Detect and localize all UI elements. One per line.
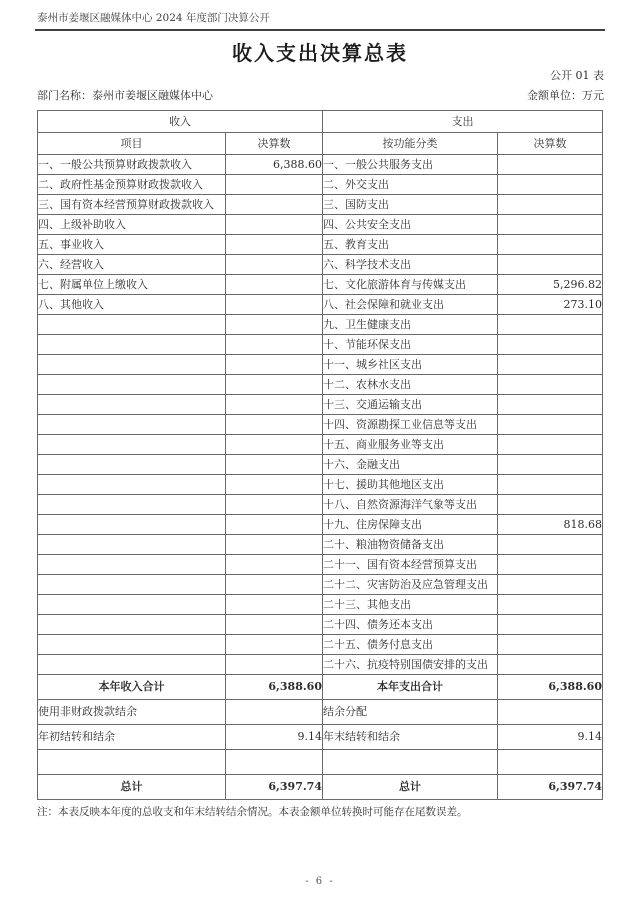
table-row <box>38 335 603 355</box>
income-item-cell <box>38 335 226 355</box>
income-item-cell <box>38 635 226 655</box>
expense-item-cell: 总计 <box>323 775 498 800</box>
expense-item-cell: 一、一般公共服务支出 <box>323 155 498 175</box>
income-value-cell <box>226 435 323 455</box>
expense-value-cell <box>498 475 603 495</box>
income-item-cell: 一、一般公共预算财政拨款收入 <box>38 155 226 175</box>
income-item-cell <box>38 395 226 415</box>
expense-value-cell <box>498 595 603 615</box>
income-value-cell: 6,388.60 <box>226 675 323 700</box>
expense-value-cell <box>498 555 603 575</box>
income-value-cell: 6,388.60 <box>226 155 323 175</box>
expense-value-cell <box>498 700 603 725</box>
expense-value-cell: 9.14 <box>498 725 603 750</box>
summary-row <box>38 725 603 750</box>
page-title: 收入支出决算总表 <box>232 41 408 65</box>
sheet-number-label: 公开 01 表 <box>550 69 604 82</box>
table-row <box>38 375 603 395</box>
expense-value-cell <box>498 615 603 635</box>
expense-item-cell: 十三、交通运输支出 <box>323 395 498 415</box>
summary-row <box>38 750 603 775</box>
expense-item-cell: 二十六、抗疫特别国债安排的支出 <box>323 655 498 675</box>
income-item-cell: 五、事业收入 <box>38 235 226 255</box>
table-row <box>38 495 603 515</box>
expense-value-cell <box>498 635 603 655</box>
income-value-cell <box>226 635 323 655</box>
expense-item-cell: 二、外交支出 <box>323 175 498 195</box>
expense-item-cell: 十六、金融支出 <box>323 455 498 475</box>
income-item-cell <box>38 355 226 375</box>
table-row <box>38 595 603 615</box>
income-value-cell <box>226 375 323 395</box>
expense-value-cell: 6,388.60 <box>498 675 603 700</box>
expense-value-cell <box>498 455 603 475</box>
income-value-cell <box>226 515 323 535</box>
amount-unit-label: 金额单位：万元 <box>527 89 604 102</box>
income-item-cell <box>38 615 226 635</box>
expense-item-cell: 二十一、国有资本经营预算支出 <box>323 555 498 575</box>
income-item-cell: 本年收入合计 <box>38 675 226 700</box>
income-value-cell: 9.14 <box>226 725 323 750</box>
income-value-cell <box>226 335 323 355</box>
income-value-cell <box>226 455 323 475</box>
expense-value-cell <box>498 750 603 775</box>
income-value-cell <box>226 615 323 635</box>
expense-item-cell: 十四、资源勘探工业信息等支出 <box>323 415 498 435</box>
table-row <box>38 515 603 535</box>
expense-value-cell <box>498 215 603 235</box>
income-value-cell <box>226 415 323 435</box>
income-item-cell <box>38 575 226 595</box>
income-value-cell <box>226 495 323 515</box>
income-value-cell <box>226 255 323 275</box>
expense-item-cell: 十一、城乡社区支出 <box>323 355 498 375</box>
expense-value-cell <box>498 655 603 675</box>
expense-item-cell: 九、卫生健康支出 <box>323 315 498 335</box>
income-item-cell <box>38 535 226 555</box>
expense-item-cell: 十五、商业服务业等支出 <box>323 435 498 455</box>
expense-value-cell <box>498 355 603 375</box>
income-value-cell <box>226 235 323 255</box>
expense-item-cell: 结余分配 <box>323 700 498 725</box>
income-item-cell <box>38 495 226 515</box>
income-item-cell: 八、其他收入 <box>38 295 226 315</box>
table-row <box>38 615 603 635</box>
col-header-expense-value: 决算数 <box>498 133 603 155</box>
expense-value-cell <box>498 175 603 195</box>
income-value-cell <box>226 315 323 335</box>
income-value-cell <box>226 215 323 235</box>
table-row <box>38 295 603 315</box>
income-value-cell <box>226 175 323 195</box>
income-item-cell: 总计 <box>38 775 226 800</box>
income-value-cell <box>226 595 323 615</box>
expense-item-cell: 十、节能环保支出 <box>323 335 498 355</box>
table-row <box>38 575 603 595</box>
income-item-cell <box>38 375 226 395</box>
income-value-cell <box>226 475 323 495</box>
income-value-cell <box>226 275 323 295</box>
summary-row <box>38 775 603 800</box>
income-group-header: 收入 <box>38 111 323 133</box>
expense-item-cell: 二十、粮油物资储备支出 <box>323 535 498 555</box>
expense-item-cell: 二十五、债务付息支出 <box>323 635 498 655</box>
expense-value-cell <box>498 495 603 515</box>
income-item-cell <box>38 435 226 455</box>
expense-value-cell <box>498 255 603 275</box>
table-row <box>38 175 603 195</box>
expense-item-cell: 十七、援助其他地区支出 <box>323 475 498 495</box>
table-row <box>38 315 603 335</box>
table-row <box>38 475 603 495</box>
income-value-cell <box>226 655 323 675</box>
expense-item-cell: 十八、自然资源海洋气象等支出 <box>323 495 498 515</box>
income-item-cell <box>38 315 226 335</box>
income-item-cell <box>38 455 226 475</box>
table-row <box>38 355 603 375</box>
expense-item-cell: 八、社会保障和就业支出 <box>323 295 498 315</box>
income-value-cell <box>226 295 323 315</box>
col-header-expense-item: 按功能分类 <box>323 133 498 155</box>
income-value-cell <box>226 575 323 595</box>
table-row <box>38 215 603 235</box>
expense-value-cell <box>498 395 603 415</box>
col-header-income-value: 决算数 <box>226 133 323 155</box>
page-number: - 6 - <box>305 876 335 887</box>
top-header-text: 泰州市姜堰区融媒体中心 2024 年度部门决算公开 <box>37 12 270 24</box>
table-row <box>38 435 603 455</box>
income-item-cell <box>38 750 226 775</box>
expense-item-cell: 六、科学技术支出 <box>323 255 498 275</box>
table-row <box>38 275 603 295</box>
expense-item-cell: 年末结转和结余 <box>323 725 498 750</box>
expense-value-cell: 6,397.74 <box>498 775 603 800</box>
expense-value-cell <box>498 575 603 595</box>
table-row <box>38 395 603 415</box>
expense-value-cell: 818.68 <box>498 515 603 535</box>
table-row <box>38 455 603 475</box>
expense-item-cell: 二十三、其他支出 <box>323 595 498 615</box>
expense-item-cell: 五、教育支出 <box>323 235 498 255</box>
income-item-cell <box>38 555 226 575</box>
income-value-cell <box>226 700 323 725</box>
expense-item-cell: 二十四、债务还本支出 <box>323 615 498 635</box>
expense-item-cell: 二十二、灾害防治及应急管理支出 <box>323 575 498 595</box>
table-body <box>38 111 603 800</box>
income-value-cell <box>226 395 323 415</box>
income-item-cell <box>38 655 226 675</box>
table-row <box>38 655 603 675</box>
expense-value-cell <box>498 235 603 255</box>
summary-row <box>38 675 603 700</box>
income-value-cell: 6,397.74 <box>226 775 323 800</box>
expense-value-cell: 5,296.82 <box>498 275 603 295</box>
income-item-cell: 七、附属单位上缴收入 <box>38 275 226 295</box>
group-header-row <box>38 111 603 133</box>
income-item-cell: 年初结转和结余 <box>38 725 226 750</box>
expense-value-cell <box>498 375 603 395</box>
income-item-cell: 三、国有资本经营预算财政拨款收入 <box>38 195 226 215</box>
expense-value-cell <box>498 155 603 175</box>
expense-group-header: 支出 <box>323 111 603 133</box>
table-row <box>38 155 603 175</box>
table-meta-row <box>37 89 604 102</box>
table-row <box>38 555 603 575</box>
department-name-label: 部门名称：泰州市姜堰区融媒体中心 <box>37 89 213 102</box>
column-header-row <box>38 133 603 155</box>
expense-value-cell <box>498 195 603 215</box>
income-value-cell <box>226 750 323 775</box>
table-row <box>38 255 603 275</box>
table-row <box>38 195 603 215</box>
income-item-cell: 二、政府性基金预算财政拨款收入 <box>38 175 226 195</box>
income-item-cell <box>38 475 226 495</box>
table-row <box>38 235 603 255</box>
income-value-cell <box>226 195 323 215</box>
expense-item-cell: 七、文化旅游体育与传媒支出 <box>323 275 498 295</box>
table-row <box>38 635 603 655</box>
income-item-cell: 四、上级补助收入 <box>38 215 226 235</box>
income-value-cell <box>226 555 323 575</box>
expense-value-cell <box>498 315 603 335</box>
income-item-cell: 六、经营收入 <box>38 255 226 275</box>
summary-row <box>38 700 603 725</box>
income-item-cell <box>38 515 226 535</box>
expense-value-cell <box>498 335 603 355</box>
header-divider <box>35 29 605 31</box>
income-value-cell <box>226 535 323 555</box>
expense-item-cell: 四、公共安全支出 <box>323 215 498 235</box>
income-value-cell <box>226 355 323 375</box>
footnote: 注：本表反映本年度的总收支和年末结转结余情况。本表金额单位转换时可能存在尾数误差。 <box>37 806 468 818</box>
expense-value-cell <box>498 535 603 555</box>
expense-item-cell: 十二、农林水支出 <box>323 375 498 395</box>
expense-value-cell <box>498 415 603 435</box>
col-header-income-item: 项目 <box>38 133 226 155</box>
expense-value-cell <box>498 435 603 455</box>
income-item-cell <box>38 595 226 615</box>
expense-item-cell: 十九、住房保障支出 <box>323 515 498 535</box>
expense-value-cell: 273.10 <box>498 295 603 315</box>
table-row <box>38 415 603 435</box>
income-expense-table <box>37 110 603 800</box>
table-row <box>38 535 603 555</box>
expense-item-cell: 三、国防支出 <box>323 195 498 215</box>
income-item-cell <box>38 415 226 435</box>
expense-item-cell: 本年支出合计 <box>323 675 498 700</box>
expense-item-cell <box>323 750 498 775</box>
income-item-cell: 使用非财政拨款结余 <box>38 700 226 725</box>
